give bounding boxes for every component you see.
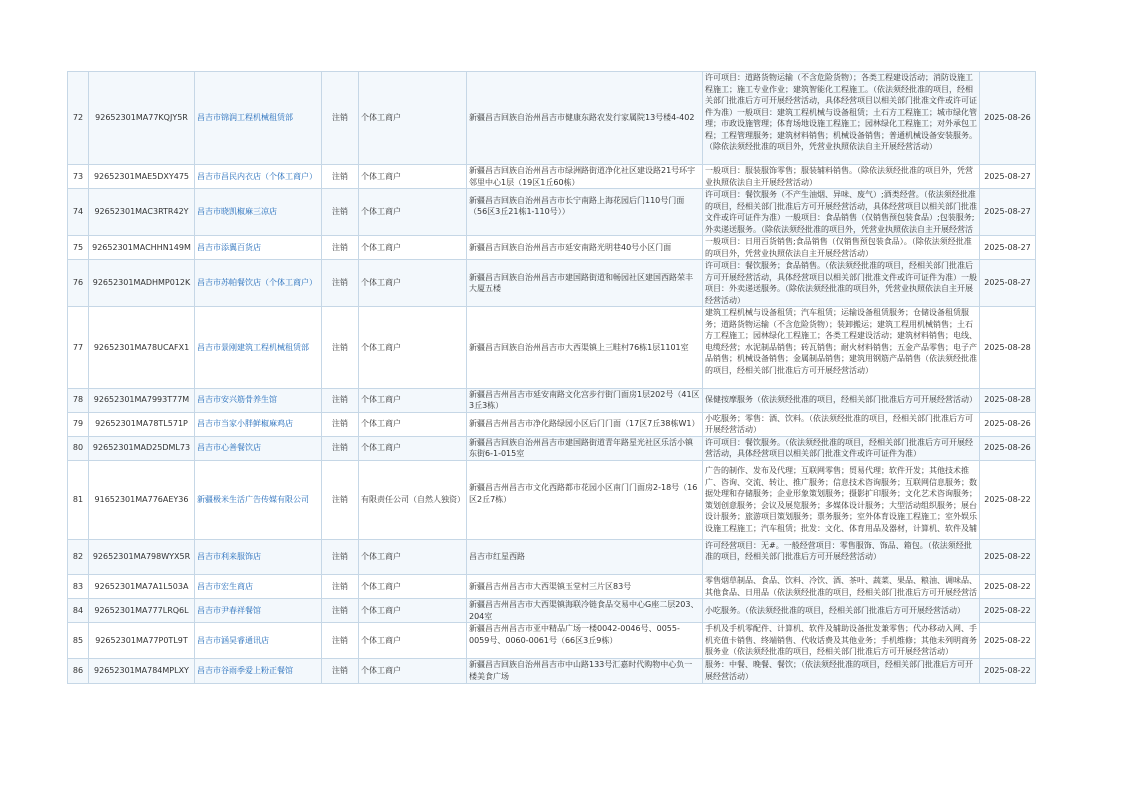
entity-type-cell-text: 个体工商户 [361, 605, 401, 615]
date-cell [980, 260, 1036, 307]
credit-code [89, 388, 195, 412]
date-cell-text: 2025-08-22 [984, 665, 1031, 675]
address-cell-text: 新疆昌吉州昌吉市文化西路都市花园小区南门门面房2-18号（16区2丘7栋） [469, 483, 698, 504]
status-cell-text: 注销 [332, 605, 348, 615]
row-number-text: 84 [72, 605, 84, 615]
company-name-link[interactable] [195, 236, 322, 260]
company-name-link-text[interactable]: 昌吉市宏生商店 [197, 581, 253, 591]
business-scope-cell [703, 436, 980, 460]
date-cell-text: 2025-08-27 [984, 278, 1031, 288]
business-scope-cell-text: 手机及手机零配件、计算机、软件及辅助设备批发兼零售；代办移动入网、手机充值卡销售、终端销售、代收话费及其他业务；手机维修；其他未列明商务服务业（依法须经批准的项目，经相关部门批准后方可开展经营活动） [705, 624, 977, 656]
entity-type-cell [359, 599, 467, 623]
company-name-link-text[interactable]: 昌吉市景刚建筑工程机械租赁部 [197, 342, 309, 352]
status-cell [322, 388, 359, 412]
address-cell [467, 412, 703, 436]
credit-code-text: 92652301MA777LRQ6L [94, 605, 189, 615]
date-cell-text: 2025-08-28 [984, 342, 1031, 352]
table-row [68, 388, 1036, 412]
address-cell [467, 623, 703, 659]
registry-table-body [68, 72, 1036, 684]
business-scope-cell [703, 72, 980, 165]
row-number [68, 165, 89, 189]
table-row [68, 412, 1036, 436]
business-scope-cell [703, 236, 980, 260]
date-cell [980, 72, 1036, 165]
business-scope-cell-text: 保健按摩服务（依法须经批准的项目，经相关部门批准后方可开展经营活动） [705, 395, 977, 405]
entity-type-cell-text: 个体工商户 [361, 207, 401, 217]
address-cell [467, 539, 703, 575]
date-cell [980, 460, 1036, 539]
address-cell [467, 260, 703, 307]
date-cell [980, 436, 1036, 460]
row-number [68, 388, 89, 412]
entity-type-cell-text: 个体工商户 [361, 552, 401, 561]
entity-type-cell-text: 个体工商户 [361, 581, 401, 591]
company-name-link-text[interactable]: 昌吉市锦润工程机械租赁部 [197, 113, 293, 123]
credit-code [89, 307, 195, 389]
entity-type-cell-text: 个体工商户 [361, 443, 401, 453]
entity-type-cell [359, 658, 467, 683]
company-name-link-text[interactable]: 昌吉市安兴筋骨养生馆 [197, 395, 277, 405]
date-cell [980, 388, 1036, 412]
address-cell-text: 新疆昌吉州昌吉市亚中精品广场一楼0042-0046号、0055-0059号、0060-0061号（66区3丘9栋） [469, 624, 680, 645]
date-cell-text: 2025-08-28 [984, 395, 1031, 405]
address-cell-text: 新疆昌吉回族自治州昌吉市延安南路光明巷40号小区门面 [469, 242, 672, 252]
business-scope-cell-text: 一般项目：日用百货销售;食品销售（仅销售预包装食品）。（除依法须经批准的项目外，凭营业执照依法自主开展经营活动） [705, 237, 972, 258]
status-cell [322, 460, 359, 539]
business-scope-cell [703, 307, 980, 389]
address-cell [467, 236, 703, 260]
date-cell [980, 575, 1036, 599]
business-scope-cell-text: 小吃服务。（依法须经批准的项目，经相关部门批准后方可开展经营活动） [705, 605, 965, 615]
status-cell-text: 注销 [332, 207, 348, 217]
status-cell [322, 189, 359, 236]
credit-code-text: 92652301MA784MPLXY [94, 665, 189, 675]
entity-type-cell [359, 165, 467, 189]
company-name-link-text[interactable]: 新疆极米生活广告传媒有限公司 [197, 494, 309, 504]
status-cell-text: 注销 [332, 113, 348, 123]
registry-table [67, 71, 1036, 684]
credit-code [89, 260, 195, 307]
table-row [68, 460, 1036, 539]
company-name-link-text[interactable]: 昌吉市添翼百货店 [197, 242, 261, 252]
company-name-link[interactable] [195, 260, 322, 307]
entity-type-cell [359, 460, 467, 539]
entity-type-cell-text: 个体工商户 [361, 278, 401, 288]
address-cell [467, 388, 703, 412]
business-scope-cell [703, 623, 980, 659]
business-scope-cell-text: 许可项目：餐饮服务。（依法须经批准的项目，经相关部门批准后方可开展经营活动，具体经营项目以相关部门批准文件或许可证件为准） [705, 437, 973, 458]
row-number-text: 82 [72, 552, 84, 561]
address-cell [467, 658, 703, 683]
company-name-link[interactable] [195, 460, 322, 539]
credit-code-text: 92652301MA77KQJY5R [95, 113, 188, 123]
credit-code [89, 189, 195, 236]
date-cell [980, 307, 1036, 389]
row-number-text: 74 [72, 207, 84, 217]
entity-type-cell [359, 436, 467, 460]
status-cell-text: 注销 [332, 581, 348, 591]
credit-code-text: 92652301MAD25DML73 [92, 443, 191, 453]
company-name-link-text[interactable]: 昌吉市尹春祥餐馆 [197, 605, 261, 615]
status-cell [322, 72, 359, 165]
business-scope-cell-text: 服务：中餐、晚餐、餐饮；（依法须经批准的项目，经相关部门批准后方可开展经营活动） [705, 660, 973, 681]
row-number-text: 85 [72, 635, 84, 645]
status-cell [322, 412, 359, 436]
company-name-link[interactable] [195, 307, 322, 389]
status-cell [322, 236, 359, 260]
business-scope-cell-text: 许可项目：餐饮服务；食品销售。（依法须经批准的项目，经相关部门批准后方可开展经营活动，具体经营项目以相关部门批准文件或许可证件为准）一般项目：外卖递送服务。（除依法须经批准的项目外，凭营业执照依法自主开展经营活动） [705, 261, 977, 305]
credit-code-text: 92652301MAE5DXY475 [93, 171, 190, 181]
date-cell [980, 412, 1036, 436]
row-number [68, 460, 89, 539]
credit-code [89, 412, 195, 436]
date-cell-text: 2025-08-26 [984, 419, 1031, 429]
status-cell [322, 165, 359, 189]
date-cell [980, 236, 1036, 260]
row-number-text: 81 [72, 494, 84, 504]
table-row [68, 72, 1036, 165]
date-cell-text: 2025-08-27 [984, 207, 1031, 217]
company-name-link[interactable] [195, 539, 322, 575]
address-cell [467, 460, 703, 539]
status-cell [322, 539, 359, 575]
date-cell [980, 165, 1036, 189]
address-cell-text: 新疆昌吉州昌吉市大西渠镇玉堂村三片区83号 [469, 581, 632, 591]
credit-code [89, 436, 195, 460]
entity-type-cell [359, 260, 467, 307]
address-cell-text: 新疆昌吉回族自治州昌吉市长宁南路上海花园后门110号门面（56区3丘21栋1-110号）） [469, 195, 685, 217]
address-cell [467, 436, 703, 460]
company-name-link[interactable] [195, 575, 322, 599]
table-row [68, 260, 1036, 307]
status-cell-text: 注销 [332, 342, 348, 352]
row-number-text: 78 [72, 395, 84, 405]
row-number [68, 436, 89, 460]
status-cell [322, 658, 359, 683]
status-cell [322, 623, 359, 659]
address-cell [467, 599, 703, 623]
status-cell-text: 注销 [332, 278, 348, 288]
table-row [68, 307, 1036, 389]
business-scope-cell-text: 许可项目：餐饮服务（不产生油烟、异味、废气）;酒类经营。（依法须经批准的项目，经相关部门批准后方可开展经营活动，具体经营项目以相关部门批准文件或许可证件为准）一般项目：食品销售（仅销售预包装食品）;包装服务;外卖递送服务。（除依法须经批准的项目外，凭营业执照依法自主开展经营活 [705, 190, 977, 234]
company-name-link[interactable] [195, 165, 322, 189]
company-name-link-text[interactable]: 昌吉市涵昊睿通讯店 [197, 635, 269, 645]
company-name-link[interactable] [195, 599, 322, 623]
date-cell [980, 189, 1036, 236]
status-cell-text: 注销 [332, 242, 348, 252]
company-name-link-text[interactable]: 昌吉市苏帕餐饮店（个体工商户） [197, 278, 317, 288]
credit-code [89, 72, 195, 165]
row-number-text: 83 [72, 581, 84, 591]
status-cell-text: 注销 [332, 395, 348, 405]
table-row [68, 539, 1036, 575]
status-cell-text: 注销 [332, 171, 348, 181]
row-number-text: 79 [72, 419, 84, 429]
row-number-text: 86 [72, 665, 84, 675]
credit-code-text: 92652301MA78TL571P [95, 419, 188, 429]
company-name-link-text[interactable]: 昌吉市晓凯椒麻三凉店 [197, 207, 277, 217]
status-cell-text: 注销 [332, 635, 348, 645]
date-cell-text: 2025-08-27 [984, 242, 1031, 252]
row-number [68, 658, 89, 683]
table-row [68, 236, 1036, 260]
entity-type-cell [359, 72, 467, 165]
business-scope-cell-text: 一般项目：服装服饰零售；服装辅料销售。（除依法须经批准的项目外，凭营业执照依法自主开展经营活动） [705, 166, 973, 187]
company-name-link[interactable] [195, 189, 322, 236]
row-number [68, 599, 89, 623]
table-row [68, 599, 1036, 623]
date-cell-text: 2025-08-26 [984, 113, 1031, 123]
company-name-link[interactable] [195, 388, 322, 412]
credit-code-text: 92652301MAC3RTR42Y [94, 207, 189, 217]
row-number [68, 236, 89, 260]
credit-code [89, 165, 195, 189]
business-scope-cell [703, 165, 980, 189]
row-number-text: 75 [72, 242, 84, 252]
credit-code-text: 92652301MA798WYX5R [92, 552, 191, 561]
company-name-link-text[interactable]: 昌吉市当家小胖鲜椒麻鸡店 [197, 419, 293, 429]
table-row [68, 165, 1036, 189]
status-cell [322, 436, 359, 460]
entity-type-cell [359, 623, 467, 659]
status-cell [322, 575, 359, 599]
row-number-text: 72 [72, 113, 84, 123]
address-cell-text: 新疆昌吉回族自治州昌吉市建国路街道和畅园社区建国西路荣丰大厦五楼 [469, 272, 693, 293]
date-cell-text: 2025-08-22 [984, 552, 1031, 561]
credit-code-text: 92652301MA78UCAFX1 [93, 342, 190, 352]
address-cell-text: 昌吉市红星西路 [469, 552, 525, 561]
business-scope-cell-text: 广告的制作、发布及代理；互联网零售；贸易代理；软件开发；其他技术推广、咨询、交流、转让、推广服务；信息技术咨询服务；互联网信息服务；数据处理和存储服务；企业形象策划服务；摄影扩印服务；文化艺术咨询服务；策划创意服务；会议及展览服务；多媒体设计服务；大型活动组织服务；展台设计服务；旅游项目策划服务；票务服务；室外体育设施工程施工；室外娱乐设施工程施工；汽车租赁；批发：文化、体育用品及器材，计算机、软件及辅 [705, 466, 977, 533]
entity-type-cell [359, 388, 467, 412]
address-cell-text: 新疆昌吉回族自治州昌吉市建国路街道青年路星光社区乐活小镇东街6-1-015室 [469, 437, 693, 458]
table-row [68, 623, 1036, 659]
credit-code-text: 92652301MA7A1L503A [94, 581, 189, 591]
company-name-link-text[interactable]: 昌吉市谷雨季爱上粉正餐馆 [197, 665, 293, 675]
company-name-link[interactable] [195, 412, 322, 436]
row-number-text: 77 [72, 342, 84, 352]
date-cell [980, 599, 1036, 623]
credit-code [89, 599, 195, 623]
status-cell [322, 307, 359, 389]
address-cell-text: 新疆昌吉州昌吉市大西渠镇海联冷链食品交易中心G座二层203、204室 [469, 600, 699, 621]
entity-type-cell-text: 个体工商户 [361, 242, 401, 252]
row-number [68, 189, 89, 236]
address-cell [467, 189, 703, 236]
address-cell [467, 575, 703, 599]
business-scope-cell-text: 许可经营项目：无#。一般经营项目：零售服饰、饰品、箱包。（依法须经批准的项目，经相关部门批准后方可开展经营活动） [705, 540, 972, 561]
business-scope-cell-text: 许可项目：道路货物运输（不含危险货物）；各类工程建设活动；消防设施工程施工；施工专业作业；建筑智能化工程施工。（依法须经批准的项目，经相关部门批准后方可开展经营活动，具体经营项目以相关部门批准文件或许可证件为准）一般项目：建筑工程机械与设备租赁；土石方工程施工；城市绿化管理；市政设施管理；体育场地设施工程施工；园林绿化工程施工；对外承包工程；工程管理服务；建筑材料销售；机械设备销售；普通机械设备安装服务。（除依法须经批准的项目外，凭营业执照依法自主开展经营活动） [705, 73, 977, 151]
date-cell [980, 623, 1036, 659]
company-name-link[interactable] [195, 658, 322, 683]
entity-type-cell-text: 个体工商户 [361, 113, 401, 123]
credit-code [89, 236, 195, 260]
entity-type-cell-text: 个体工商户 [361, 635, 401, 645]
credit-code-text: 92652301MA7993T77M [93, 395, 190, 405]
business-scope-cell [703, 539, 980, 575]
date-cell-text: 2025-08-27 [984, 171, 1031, 181]
status-cell-text: 注销 [332, 552, 348, 561]
entity-type-cell [359, 575, 467, 599]
credit-code [89, 658, 195, 683]
business-scope-cell-text: 零售烟草制品、食品、饮料、冷饮、酒、茶叶、蔬菜、果品、粮油、调味品、其他食品、日用品（依法须经批准的项目，经相关部门批准后方可开展经营活 [705, 576, 977, 597]
entity-type-cell [359, 189, 467, 236]
entity-type-cell-text: 个体工商户 [361, 419, 401, 429]
status-cell-text: 注销 [332, 443, 348, 453]
company-name-link[interactable] [195, 72, 322, 165]
address-cell [467, 165, 703, 189]
entity-type-cell [359, 539, 467, 575]
credit-code [89, 460, 195, 539]
credit-code [89, 623, 195, 659]
credit-code-text: 92652301MACHHN149M [92, 242, 191, 252]
row-number [68, 539, 89, 575]
credit-code-text: 92652301MA77P0TL9T [95, 635, 188, 645]
entity-type-cell-text: 个体工商户 [361, 171, 401, 181]
address-cell [467, 72, 703, 165]
address-cell-text: 新疆昌吉州昌吉市延安南路文化宫步行街门面房1层202号（41区3丘3栋） [469, 389, 700, 410]
business-scope-cell [703, 658, 980, 683]
entity-type-cell-text: 有限责任公司（自然人独资） [361, 494, 465, 504]
status-cell-text: 注销 [332, 419, 348, 429]
business-scope-cell [703, 260, 980, 307]
company-name-link-text[interactable]: 昌吉市心善餐饮店 [197, 443, 261, 453]
row-number [68, 260, 89, 307]
table-row [68, 436, 1036, 460]
business-scope-cell [703, 189, 980, 236]
date-cell-text: 2025-08-26 [984, 443, 1031, 453]
entity-type-cell [359, 307, 467, 389]
row-number [68, 575, 89, 599]
credit-code [89, 539, 195, 575]
address-cell-text: 新疆昌吉回族自治州昌吉市中山路133号汇嘉时代购物中心负一楼美食广场 [469, 660, 693, 681]
date-cell-text: 2025-08-22 [984, 605, 1031, 615]
entity-type-cell [359, 412, 467, 436]
credit-code-text: 91652301MA776AEY36 [94, 494, 189, 504]
entity-type-cell-text: 个体工商户 [361, 395, 401, 405]
business-scope-cell-text: 建筑工程机械与设备租赁；汽车租赁；运输设备租赁服务；仓储设备租赁服务；道路货物运输（不含危险货物）；装卸搬运；建筑工程用机械销售；土石方工程施工；园林绿化工程施工；各类工程建设活动；建筑材料销售；电线、电缆经营；水泥制品销售；砖瓦销售；耐火材料销售；五金产品零售；电子产品销售；机械设备销售；金属制品销售；建筑用钢筋产品销售（依法须经批准的项目，经相关部门批准后方可开展经营活动） [705, 308, 977, 375]
credit-code-text: 92652301MADHMP012K [92, 278, 191, 288]
company-name-link[interactable] [195, 623, 322, 659]
date-cell-text: 2025-08-22 [984, 581, 1031, 591]
table-row [68, 189, 1036, 236]
row-number-text: 76 [72, 278, 84, 288]
row-number [68, 307, 89, 389]
business-scope-cell-text: 小吃服务；零售：酒、饮料。（依法须经批准的项目，经相关部门批准后方可开展经营活动） [705, 413, 973, 434]
company-name-link[interactable] [195, 436, 322, 460]
date-cell-text: 2025-08-22 [984, 635, 1031, 645]
date-cell-text: 2025-08-22 [984, 494, 1031, 504]
address-cell-text: 新疆昌吉回族自治州昌吉市大西渠镇上三畦村76栋1层1101室 [469, 342, 689, 352]
date-cell [980, 539, 1036, 575]
table-row [68, 575, 1036, 599]
business-scope-cell [703, 599, 980, 623]
entity-type-cell-text: 个体工商户 [361, 665, 401, 675]
business-scope-cell [703, 460, 980, 539]
table-row [68, 658, 1036, 683]
business-scope-cell [703, 575, 980, 599]
status-cell-text: 注销 [332, 494, 348, 504]
status-cell [322, 599, 359, 623]
credit-code [89, 575, 195, 599]
address-cell-text: 新疆昌吉回族自治州昌吉市健康东路农发行家属院13号楼4-402 [469, 113, 695, 123]
status-cell-text: 注销 [332, 665, 348, 675]
row-number-text: 80 [72, 443, 84, 453]
company-name-link-text[interactable]: 昌吉市昌民内衣店（个体工商户） [197, 171, 317, 181]
row-number-text: 73 [72, 171, 84, 181]
company-name-link-text[interactable]: 昌吉市利来服饰店 [197, 552, 261, 561]
entity-type-cell [359, 236, 467, 260]
address-cell [467, 307, 703, 389]
status-cell [322, 260, 359, 307]
business-scope-cell [703, 388, 980, 412]
address-cell-text: 新疆昌吉州昌吉市净化路绿园小区后门门面（17区7丘38栋W1） [469, 419, 700, 429]
row-number [68, 412, 89, 436]
business-scope-cell [703, 412, 980, 436]
entity-type-cell-text: 个体工商户 [361, 342, 401, 352]
address-cell-text: 新疆昌吉回族自治州昌吉市绿洲路街道净化社区建设路21号环宇邻里中心1层（19区1丘60栋） [469, 166, 696, 187]
row-number [68, 72, 89, 165]
row-number [68, 623, 89, 659]
date-cell [980, 658, 1036, 683]
